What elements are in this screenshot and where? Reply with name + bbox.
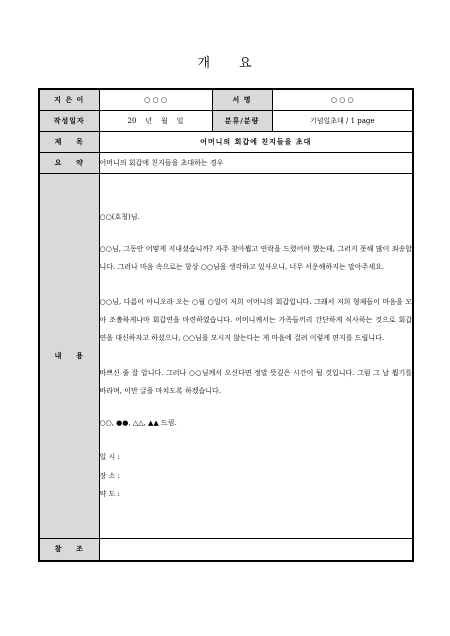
reference-value	[99, 538, 413, 561]
paragraph-3: 바쁘신 줄 잘 압니다. 그러나 ○○님께서 오신다면 정말 뜻깊은 시간이 될 것입니다. 그럼 그 날 뵙기를 바라며, 이만 글을 마치도록 하겠습니다.	[99, 368, 412, 395]
salutation: ○○(호칭)님.	[99, 212, 140, 221]
map-label: 약 도 :	[99, 489, 120, 498]
subject-row	[39, 131, 413, 152]
subject-value: 어머니의 회갑에 친지들을 초대	[99, 131, 413, 152]
content-row	[39, 173, 413, 538]
subject-label: 제 목	[39, 131, 99, 152]
sign-label: 서 명	[212, 89, 272, 110]
document-title-char-1: 개	[197, 56, 211, 71]
content-label: 내 용	[39, 173, 99, 538]
date-value: 20 년 월 일	[99, 110, 212, 131]
content-body	[99, 173, 413, 538]
document-title-char-2: 요	[239, 56, 253, 71]
date-row	[39, 110, 413, 131]
reference-row	[39, 538, 413, 561]
paragraph-1: ○○님, 그동안 어떻게 지내셨습니까? 자주 찾아뵙고 연락을 드렸어야 했는데, 그러지 못해 많이 죄송합니다. 그러나 마음 속으로는 항상 ○○님을 생각하고 있사오니, 너무 서운해하지는 말아주세요.	[99, 245, 412, 272]
summary-label: 요 약	[39, 152, 99, 173]
where-label: 장 소 :	[99, 471, 120, 480]
paragraph-2: ○○님, 다름이 아니오라 오는 ○월 ○일이 저희 어머니의 회갑입니다. 그래서 저희 형제들이 마음을 모아 조촐하게나마 회갑연을 마련하였습니다. 어머니께서는 가족들끼리 간단하게 식사하는 것으로 회갑연을 대신하자고 하셨으나, ○○님을 모시지 않는다는 게 마음에 걸려 이렇게 편지를 드립니다.	[99, 297, 412, 343]
sign-value: ○ ○ ○	[272, 89, 413, 110]
category-label: 분류/분량	[212, 110, 272, 131]
document-title	[0, 52, 450, 71]
signoff: ○○, ●●, △△, ▲▲ 드림.	[99, 419, 177, 428]
reference-label: 참 조	[39, 538, 99, 561]
author-label: 지 은 이	[39, 89, 99, 110]
author-value: ○ ○ ○	[99, 89, 212, 110]
date-label: 작성일자	[39, 110, 99, 131]
author-row	[39, 89, 413, 110]
summary-value: 어머니의 회갑에 친지들을 초대하는 경우	[99, 152, 413, 173]
summary-row	[39, 152, 413, 173]
when-label: 일 시 :	[99, 453, 120, 462]
summary-form	[38, 88, 414, 562]
category-value: 기념일초대 / 1 page	[272, 110, 413, 131]
